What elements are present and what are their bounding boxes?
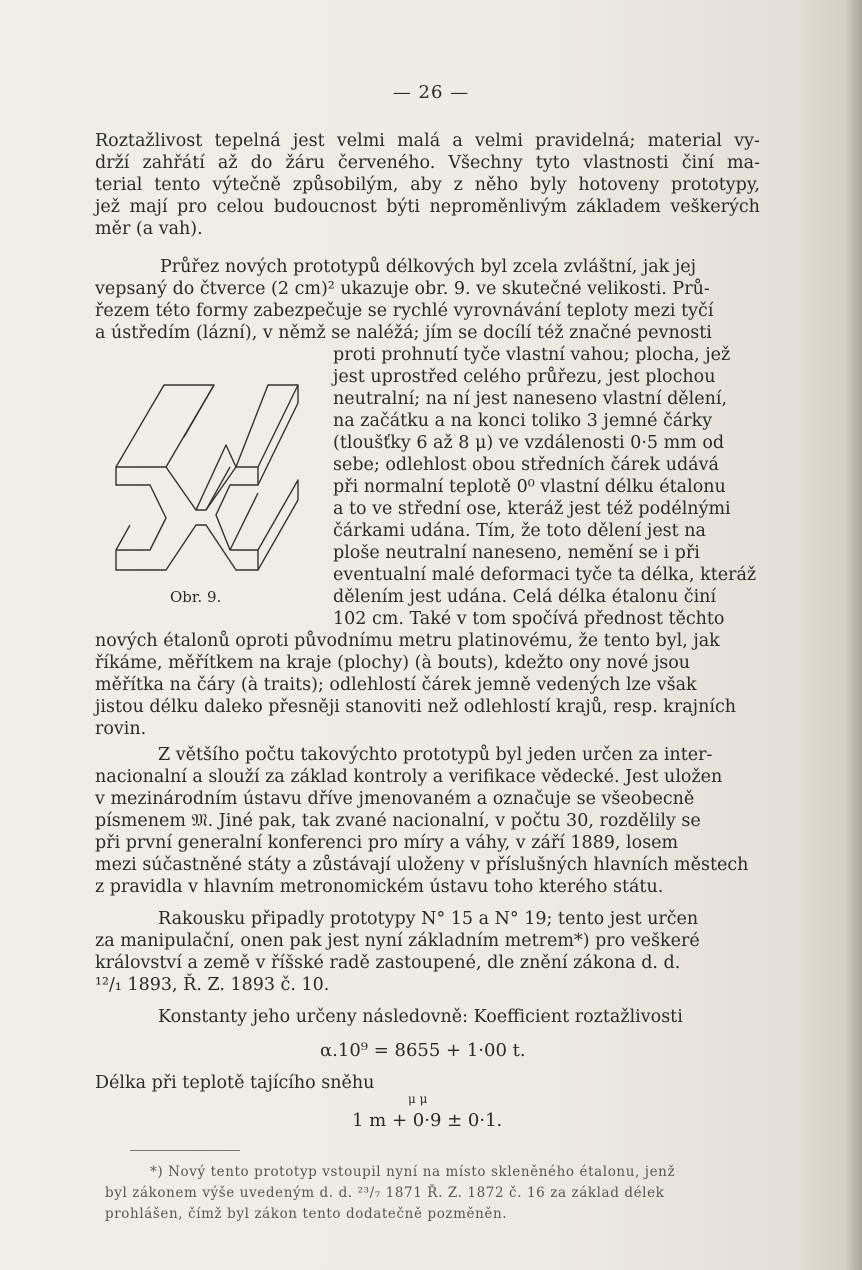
text-line: neutralní; na ní jest naneseno vlastní dělení, — [333, 389, 728, 409]
text-line: čárkami udána. Tím, že toto dělení jest na — [333, 521, 706, 541]
text-line: království a země v říšské radě zastoupené, dle znění zákona d. d. — [95, 953, 681, 973]
text-line: při normalní teplotě 0⁰ vlastní délku étalonu — [333, 477, 726, 497]
text-line: za manipulační, onen pak jest nyní základním metrem*) pro veškeré — [95, 931, 700, 951]
text-line: jest uprostřed celého průřezu, jest plochou — [333, 367, 716, 387]
expansion-formula: α.10⁹ = 8655 + 1·00 t. — [320, 1040, 526, 1061]
prototype-bar-figure — [108, 375, 308, 585]
text-line: Roztažlivost tepelná jest velmi malá a velmi pravidelná; material vy- — [95, 131, 760, 151]
footnote-rule — [130, 1150, 240, 1151]
text-line: terial tento výtečně způsobilým, aby z něho byly hotoveny prototypy, — [95, 175, 760, 195]
text-line: sebe; odlehlost obou středních čárek udává — [333, 455, 719, 475]
text-line: Průřez nových prototypů délkových byl zcela zvláštní, jak jej — [160, 257, 697, 277]
formula-unit-marks: μ μ — [408, 1092, 428, 1106]
text-line: z pravidla v hlavním metronomickém ústavu toho kterého státu. — [95, 877, 664, 897]
text-line: Z většího počtu takovýchto prototypů byl jeden určen za inter- — [158, 745, 713, 765]
text-line: ¹²/₁ 1893, Ř. Z. 1893 č. 10. — [95, 975, 330, 995]
text-line: (tloušťky 6 až 8 μ) ve vzdálenosti 0·5 mm od — [333, 433, 725, 453]
text-line: 102 cm. Také v tom spočívá přednost těchto — [333, 609, 725, 629]
text-line: Délka při teplotě tajícího sněhu — [95, 1073, 375, 1093]
text-line: Rakousku připadly prototypy N° 15 a N° 19; tento jest určen — [158, 909, 699, 929]
text-line: dělením jest udána. Celá délka étalonu činí — [333, 587, 717, 607]
text-line: řezem této formy zabezpečuje se rychlé vyrovnávání teploty mezi tyčí — [95, 301, 714, 321]
text-line: při první generalní konferenci pro míry a váhy, v září 1889, losem — [95, 833, 679, 853]
text-line: Konstanty jeho určeny následovně: Koefficient roztažlivosti — [158, 1007, 683, 1027]
text-line: mezi súčastněné státy a zůstávají uloženy v příslušných hlavních městech — [95, 855, 749, 875]
figure-caption: Obr. 9. — [170, 588, 222, 606]
text-line: v mezinárodním ústavu dříve jmenovaném a označuje se všeobecně — [95, 789, 695, 809]
footnote-line: *) Nový tento prototyp vstoupil nyní na místo skleněného étalonu, jenž — [150, 1164, 676, 1180]
text-line: a ústředím (lázní), v němž se naléžá; jím se docílí též značné pevnosti — [95, 323, 712, 343]
text-line: ploše neutralní naneseno, nemění se i při — [333, 543, 700, 563]
text-line: měr (a vah). — [95, 219, 203, 239]
text-line: a to ve střední ose, kteráž jest též podélnými — [333, 499, 731, 519]
text-line: vepsaný do čtverce (2 cm)² ukazuje obr. 9. ve skutečné velikosti. Prů- — [95, 279, 710, 299]
page-number: — 26 — — [392, 82, 470, 103]
text-line: nových étalonů oproti původnímu metru platinovému, že tento byl, jak — [95, 631, 720, 651]
text-line: říkáme, měřítkem na kraje (plochy) (à bouts), kdežto ony nové jsou — [95, 653, 691, 673]
page-binding-edge — [844, 0, 862, 1270]
text-line: jež mají pro celou budoucnost býti neproměnlivým základem veškerých — [95, 197, 760, 217]
footnote-line: byl zákonem výše uvedeným d. d. ²³/₇ 1871 Ř. Z. 1872 č. 16 za základ délek — [105, 1185, 665, 1201]
text-line: písmenem 𝔐. Jiné pak, tak zvané nacionalní, v počtu 30, rozdělily se — [95, 811, 701, 831]
text-line: rovin. — [95, 719, 147, 739]
text-line: drží zahřátí až do žáru červeného. Všechny tyto vlastnosti činí ma- — [95, 153, 760, 173]
text-line: nacionalní a slouží za základ kontroly a verifikace vědecké. Jest uložen — [95, 767, 723, 787]
text-line: na začátku a na konci toliko 3 jemné čárky — [333, 411, 713, 431]
footnote-line: prohlášen, čímž byl zákon tento dodatečně pozměněn. — [105, 1206, 508, 1222]
length-formula: 1 m + 0·9 ± 0·1. — [352, 1110, 503, 1131]
text-line: měřítka na čáry (à traits); odlehlostí čárek jemně vedených lze však — [95, 675, 697, 695]
text-line: jistou délku daleko přesněji stanoviti než odlehlostí krajů, resp. krajních — [95, 697, 737, 717]
text-line: proti prohnutí tyče vlastní vahou; plocha, jež — [333, 345, 731, 365]
text-line: eventualní malé deformaci tyče ta délka, kteráž — [333, 565, 757, 585]
